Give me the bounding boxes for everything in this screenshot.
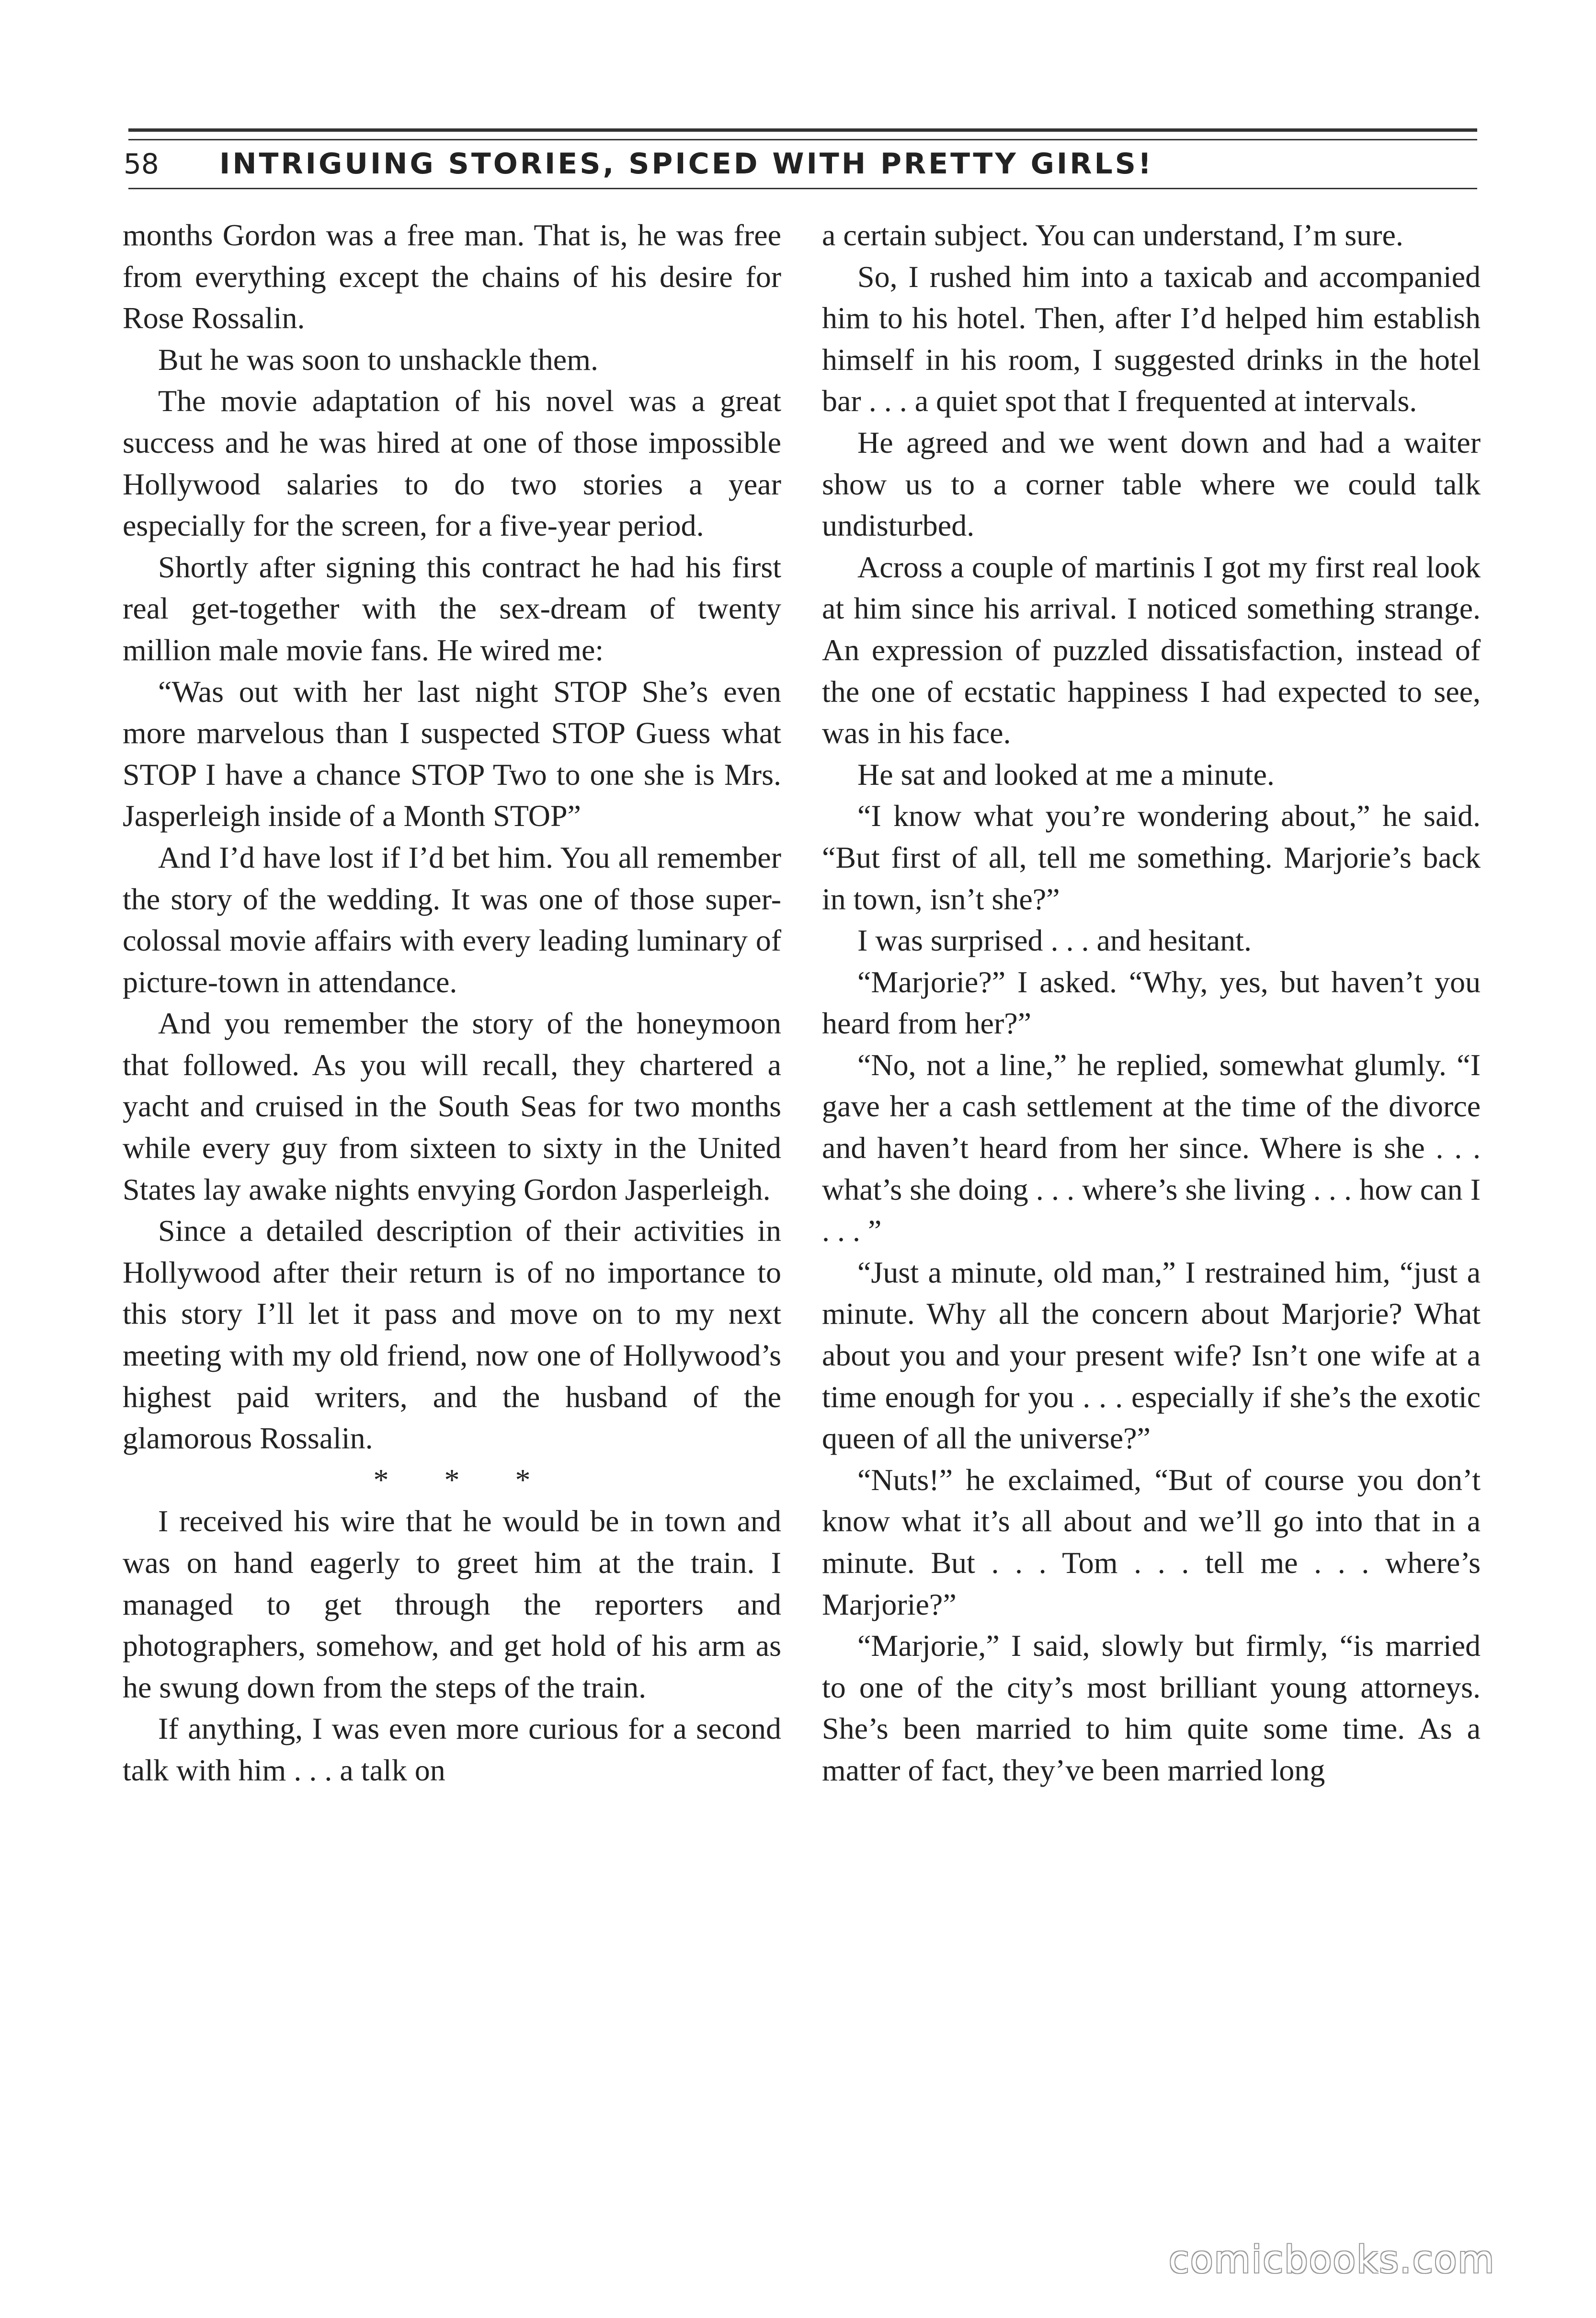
paragraph: I received his wire that he would be in town and was on hand eagerly to greet him at the train. I managed to get through the reporters and photographers, somehow, and get hold of his arm as he swung down from the steps of the train. <box>123 1504 781 1704</box>
paragraph: He sat and looked at me a minute. <box>857 757 1275 792</box>
header-rule-top-thin <box>128 139 1477 140</box>
paragraph: I was surprised . . . and hesitant. <box>857 923 1252 958</box>
header-rule-top <box>128 128 1477 132</box>
paragraph: But he was soon to unshackle them. <box>158 342 598 377</box>
section-separator: * * * <box>373 1462 555 1497</box>
paragraph: He agreed and we went down and had a waiter show us to a corner table where we could talk undisturbed. <box>822 425 1481 543</box>
paragraph: And I’d have lost if I’d bet him. You all remember the story of the wedding. It was one of those super-colossal movie affairs with every leading luminary of picture-town in attendance. <box>123 840 781 999</box>
paragraph: “Nuts!” he exclaimed, “But of course you don’t know what it’s all about and we’ll go into that in a minute. But . . . Tom . . . tell me . . . where’s Marjorie?” <box>822 1462 1481 1621</box>
page-header <box>124 144 1477 184</box>
paragraph: “Just a minute, old man,” I restrained him, “just a minute. Why all the concern about Marjorie? What about you and your present wife? Isn’t one wife at a time enough for you . . . especially if she’s the exotic queen of all the universe?” <box>822 1255 1481 1456</box>
right-column <box>822 215 1481 1791</box>
paragraph: “Was out with her last night STOP She’s even more marvelous than I suspected STOP Guess what STOP I have a chance STOP Two to one she is Mrs. Jasperleigh inside of a Month STOP” <box>123 674 781 833</box>
paragraph: “I know what you’re wondering about,” he said. “But first of all, tell me something. Marjorie’s back in town, isn’t she?” <box>822 799 1481 916</box>
header-rule-bottom <box>128 188 1477 189</box>
left-column <box>123 215 781 1791</box>
paragraph: months Gordon was a free man. That is, he was free from everything except the chains of his desire for Rose Rossalin. <box>123 218 781 335</box>
paragraph: The movie adaptation of his novel was a great success and he was hired at one of those impossible Hollywood salaries to do two stories a year especially for the screen, for a five-year period. <box>123 384 781 543</box>
paragraph: So, I rushed him into a taxicab and accompanied him to his hotel. Then, after I’d helped him establish himself in his room, I suggested drinks in the hotel bar . . . a quiet spot that I frequented at intervals. <box>822 259 1481 418</box>
page-number: 58 <box>124 148 159 180</box>
paragraph: And you remember the story of the honeymoon that followed. As you will recall, they chartered a yacht and cruised in the South Seas for two months while every guy from sixteen to sixty in the United States lay awake nights envying Gordon Jasperleigh. <box>123 1006 781 1206</box>
paragraph: “No, not a line,” he replied, somewhat glumly. “I gave her a cash settlement at the time of the divorce and haven’t heard from her since. Where is she . . . what’s she doing . . . where’s she living . . . how can I . . . ” <box>822 1047 1481 1248</box>
paragraph: “Marjorie?” I asked. “Why, yes, but haven’t you heard from her?” <box>822 964 1481 1041</box>
paragraph: If anything, I was even more curious for a second talk with him . . . a talk on <box>123 1711 781 1787</box>
watermark: comicbooks.com <box>1169 2238 1495 2282</box>
paragraph: a certain subject. You can understand, I’m sure. <box>822 218 1403 252</box>
paragraph: Since a detailed description of their activities in Hollywood after their return is of no importance to this story I’ll let it pass and move on to my next meeting with my old friend, now one of Hollywood’s highest paid writers, and the husband of the glamorous Rossalin. <box>123 1214 781 1456</box>
paragraph: Shortly after signing this contract he had his first real get-together with the sex-dream of twenty million male movie fans. He wired me: <box>123 550 781 667</box>
paragraph: “Marjorie,” I said, slowly but firmly, “is married to one of the city’s most brilliant young attorneys. She’s been married to him quite some time. As a matter of fact, they’ve been married long <box>822 1629 1481 1787</box>
running-title: INTRIGUING STORIES, SPICED WITH PRETTY GIRLS! <box>219 147 1154 181</box>
paragraph: Across a couple of martinis I got my first real look at him since his arrival. I noticed something strange. An expression of puzzled dissatisfaction, instead of the one of ecstatic happiness I had expected to see, was in his face. <box>822 550 1481 750</box>
